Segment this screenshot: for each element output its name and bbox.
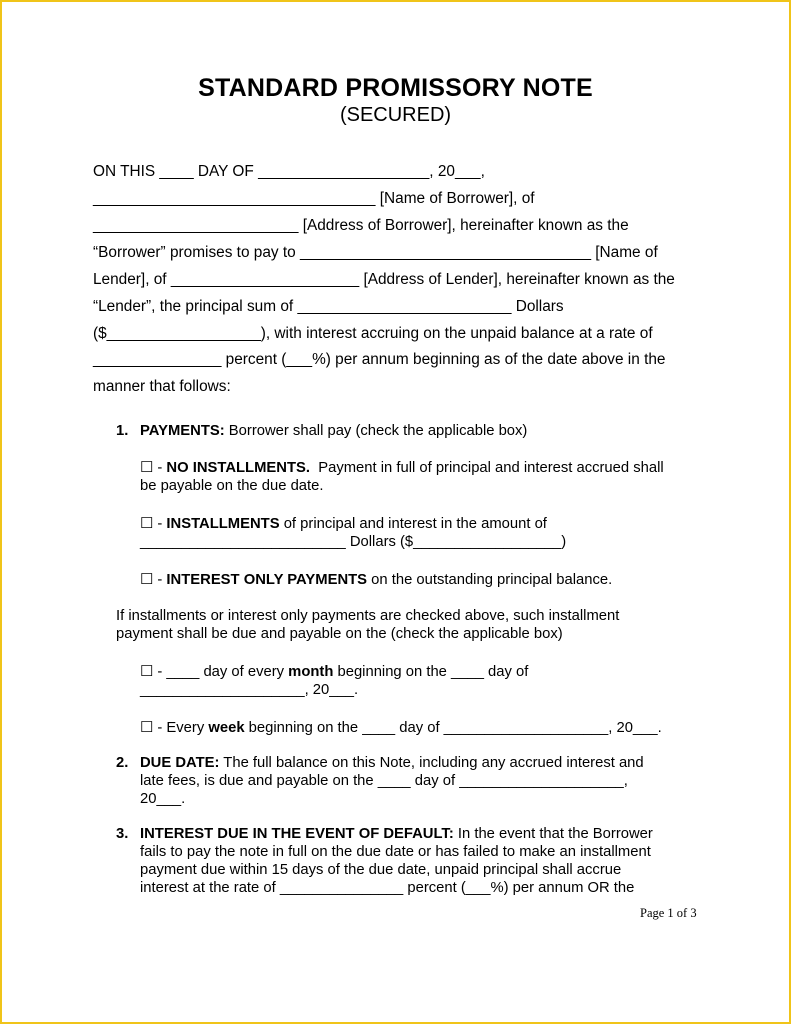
- section-3-line-4: interest at the rate of _______________ percent (___%) per annum OR the: [140, 880, 635, 896]
- option-label: week: [208, 720, 245, 736]
- checkbox-prefix: ☐ -: [140, 572, 167, 588]
- page-number: Page 1 of 3: [640, 906, 697, 920]
- option-label: NO INSTALLMENTS.: [166, 460, 310, 476]
- section-3-text: In the event that the Borrower: [453, 826, 653, 842]
- option-label: INTEREST ONLY PAYMENTS: [166, 572, 368, 588]
- section-3-heading: INTEREST DUE IN THE EVENT OF DEFAULT:: [140, 826, 454, 842]
- intro-line-3: ________________________ [Address of Borrower], hereinafter known as the: [93, 217, 629, 234]
- section-3-line-1: [140, 826, 653, 842]
- section-3-line-3: payment due within 15 days of the due date, unpaid principal shall accrue: [140, 862, 622, 878]
- section-3-number: 3.: [116, 826, 129, 842]
- section-2-line-3: 20___.: [140, 791, 186, 807]
- option-no-installments-line-2: be payable on the due date.: [140, 478, 324, 494]
- option-monthly[interactable]: [140, 663, 528, 680]
- option-installments[interactable]: [140, 515, 547, 532]
- checkbox-prefix: ☐ -: [140, 516, 167, 532]
- document-title: STANDARD PROMISSORY NOTE: [198, 74, 593, 102]
- schedule-intro-line-1: If installments or interest only payments are checked above, such installment: [116, 608, 620, 624]
- section-1-text: Borrower shall pay (check the applicable box): [224, 423, 528, 439]
- document-subtitle: (SECURED): [339, 104, 452, 126]
- intro-line-7: ($__________________), with interest accruing on the unpaid balance at a rate of: [93, 325, 653, 342]
- intro-line-4: “Borrower” promises to pay to __________________________________ [Name of: [93, 244, 658, 261]
- option-text: Payment in full of principal and interest accrued shall: [310, 460, 664, 476]
- section-2-line-2: late fees, is due and payable on the ____ day of ____________________,: [140, 773, 628, 789]
- checkbox-prefix: ☐ - ____ day of every: [140, 664, 289, 680]
- section-1-heading: PAYMENTS:: [140, 423, 225, 439]
- section-1-heading-line: [140, 423, 527, 439]
- option-text: of principal and interest in the amount of: [279, 516, 547, 532]
- schedule-intro-line-2: payment shall be due and payable on the (check the applicable box): [116, 626, 563, 642]
- intro-line-5: Lender], of ______________________ [Address of Lender], hereinafter known as the: [93, 271, 675, 288]
- section-2-heading: DUE DATE:: [140, 755, 220, 771]
- option-installments-line-2: _________________________ Dollars ($__________________): [140, 534, 567, 550]
- intro-line-8: _______________ percent (___%) per annum beginning as of the date above in the: [93, 351, 666, 368]
- option-monthly-line-2: ____________________, 20___.: [140, 682, 359, 698]
- option-interest-only[interactable]: [140, 571, 612, 588]
- intro-line-2: _________________________________ [Name of Borrower], of: [93, 190, 535, 207]
- checkbox-prefix: ☐ - Every: [140, 720, 209, 736]
- intro-line-6: “Lender”, the principal sum of _________________________ Dollars: [93, 298, 564, 315]
- section-1-number: 1.: [116, 423, 129, 439]
- option-weekly[interactable]: [140, 719, 662, 736]
- option-no-installments[interactable]: [140, 459, 664, 476]
- option-label: INSTALLMENTS: [166, 516, 280, 532]
- intro-line-9: manner that follows:: [93, 378, 231, 395]
- section-3-line-2: fails to pay the note in full on the due date or has failed to make an installment: [140, 844, 651, 860]
- option-text: beginning on the ____ day of ____________________, 20___.: [244, 720, 662, 736]
- intro-line-1: ON THIS ____ DAY OF ____________________, 20___,: [93, 163, 485, 180]
- section-2-text: The full balance on this Note, including any accrued interest and: [219, 755, 644, 771]
- section-2-line-1: [140, 755, 644, 771]
- section-2-number: 2.: [116, 755, 129, 771]
- checkbox-prefix: ☐ -: [140, 460, 167, 476]
- option-text: beginning on the ____ day of: [333, 664, 529, 680]
- option-text: on the outstanding principal balance.: [367, 572, 613, 588]
- option-label: month: [288, 664, 334, 680]
